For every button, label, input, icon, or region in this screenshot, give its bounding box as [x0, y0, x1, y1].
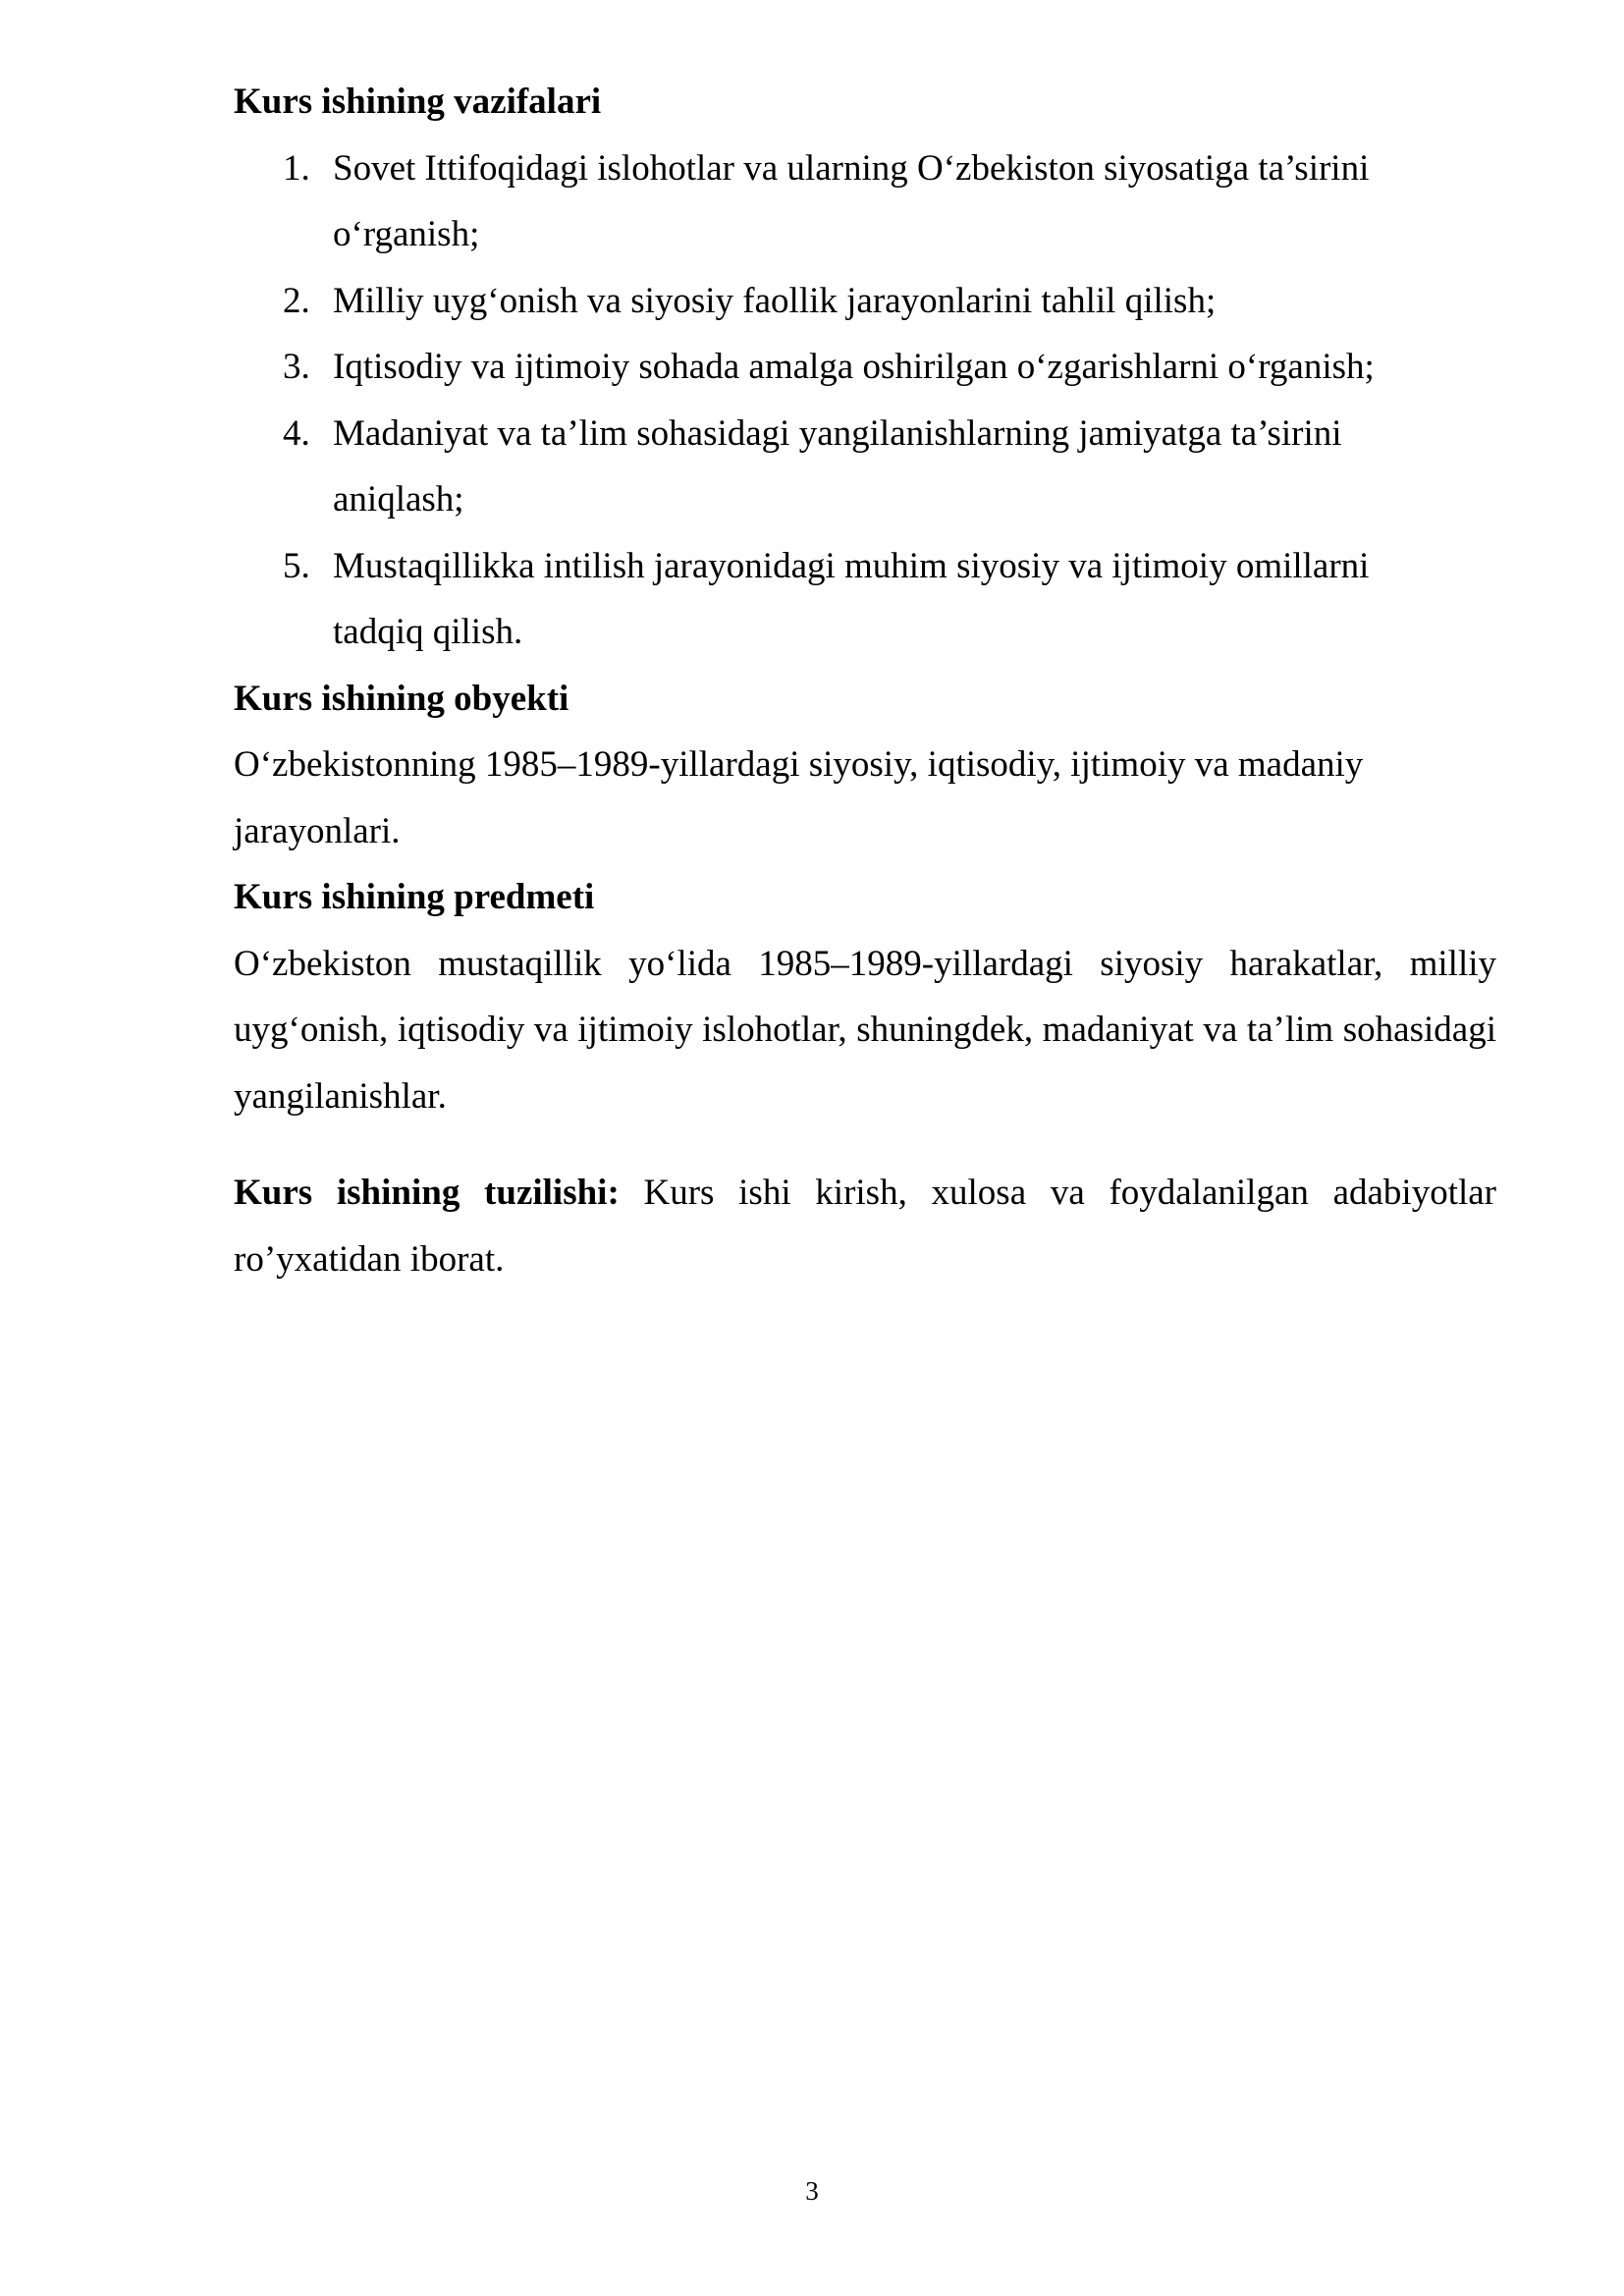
- list-item: [234, 334, 1496, 401]
- tasks-list: [234, 136, 1496, 666]
- object-paragraph: O‘zbekistonning 1985–1989-yillardagi siyosiy, iqtisodiy, ijtimoiy va madaniy jarayonlari.: [234, 744, 1364, 851]
- list-item: [234, 533, 1496, 666]
- page-content: [234, 69, 1496, 1292]
- list-item-text: Sovet Ittifoqidagi islohotlar va ularning O‘zbekiston siyosatiga ta’sirini o‘rganish;: [333, 147, 1370, 254]
- list-item-number: 4.: [283, 412, 310, 454]
- object-heading: Kurs ishining obyekti: [234, 678, 569, 719]
- subject-heading: Kurs ishining predmeti: [234, 877, 595, 917]
- list-item: [234, 268, 1496, 335]
- list-item-number: 1.: [283, 147, 310, 189]
- list-item-text: Madaniyat va ta’lim sohasidagi yangilanishlarning jamiyatga ta’sirini aniqlash;: [333, 412, 1342, 519]
- tasks-heading: Kurs ishining vazifalari: [234, 82, 602, 122]
- list-item-text: Milliy uyg‘onish va siyosiy faollik jarayonlarini tahlil qilish;: [333, 280, 1217, 321]
- page-number: 3: [805, 2176, 819, 2206]
- structure-label: Kurs ishining tuzilishi:: [234, 1173, 620, 1213]
- list-item-text: Iqtisodiy va ijtimoiy sohada amalga oshirilgan o‘zgarishlarni o‘rganish;: [333, 347, 1375, 387]
- list-item-number: 5.: [283, 545, 310, 586]
- list-item: [234, 401, 1496, 533]
- list-item: [234, 136, 1496, 268]
- list-item-number: 2.: [283, 280, 310, 321]
- subject-paragraph: O‘zbekiston mustaqillik yo‘lida 1985–1989-yillardagi siyosiy harakatlar, milliy uyg‘onish, iqtisodiy va ijtimoiy islohotlar, shuningdek, madaniyat va ta’lim sohasidagi yangilanishlar.: [234, 943, 1496, 1117]
- list-item-number: 3.: [283, 347, 310, 387]
- structure-text: Kurs ishi kirish, xulosa va foydalanilgan adabiyotlar ro’yxatidan iborat.: [234, 1173, 1497, 1280]
- structure-paragraph: [234, 1160, 1496, 1292]
- list-item-text: Mustaqillikka intilish jarayonidagi muhim siyosiy va ijtimoiy omillarni tadqiq qilish.: [333, 545, 1370, 652]
